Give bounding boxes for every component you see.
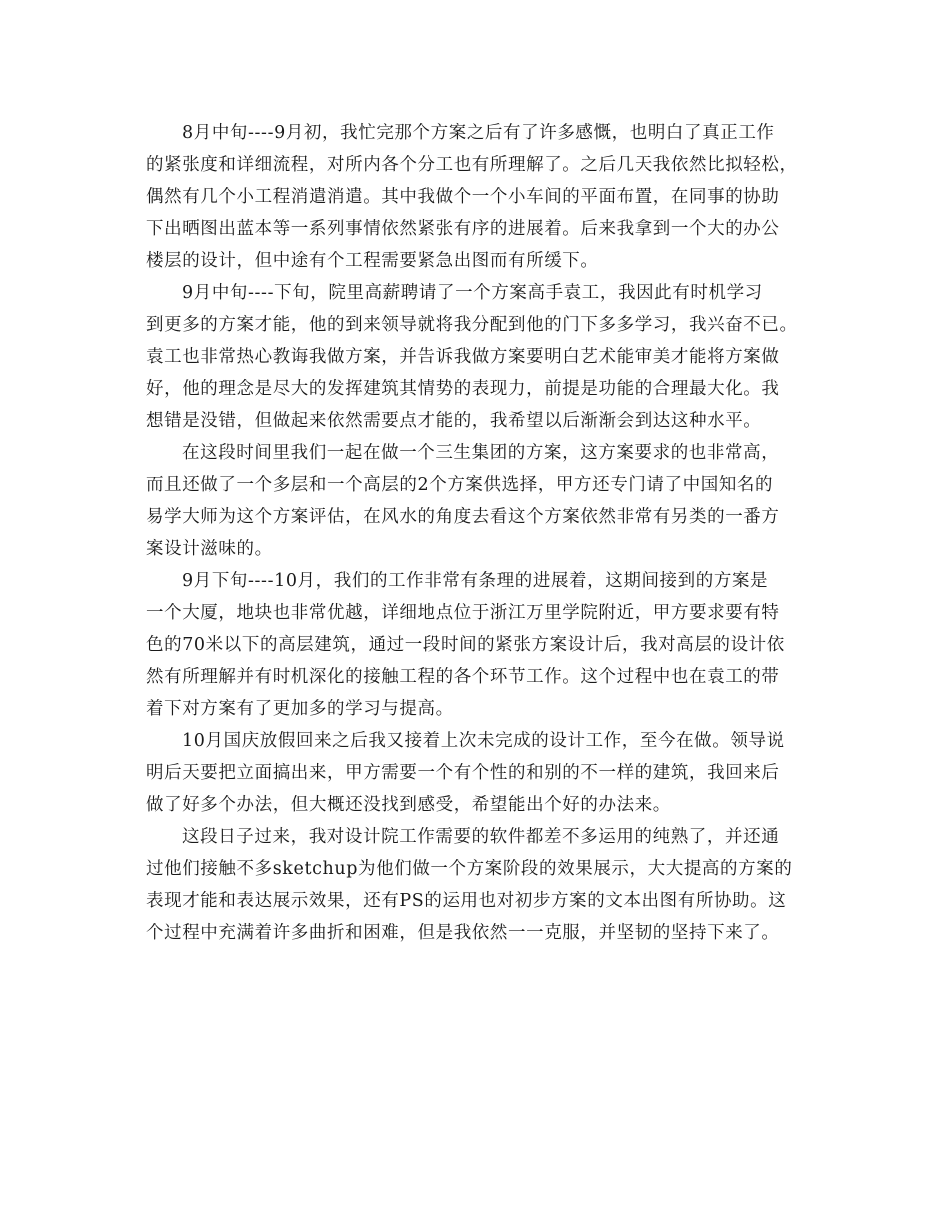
paragraph-line: 袁工也非常热心教诲我做方案，并告诉我做方案要明白艺术能审美才能将方案做 — [146, 347, 780, 367]
paragraph-line: 想错是没错，但做起来依然需要点才能的，我希望以后渐渐会到达这种水平。 — [146, 411, 762, 431]
paragraph-line: 9月中旬----下旬，院里高薪聘请了一个方案高手袁工，我因此有时机学习 — [182, 283, 763, 303]
paragraph-line: 偶然有几个小工程消遣消遣。其中我做个一个小车间的平面布置，在同事的协助 — [146, 187, 780, 207]
paragraph-line: 8月中旬----9月初，我忙完那个方案之后有了许多感慨，也明白了真正工作 — [182, 123, 775, 143]
paragraph-line: 易学大师为这个方案评估，在风水的角度去看这个方案依然非常有另类的一番方 — [146, 507, 780, 527]
paragraph-line: 色的70米以下的高层建筑，通过一段时间的紧张方案设计后，我对高层的设计依 — [146, 635, 785, 655]
paragraph — [146, 277, 810, 437]
paragraph-line: 然有所理解并有时机深化的接触工程的各个环节工作。这个过程中也在袁工的带 — [146, 667, 780, 687]
paragraph-line: 过他们接触不多sketchup为他们做一个方案阶段的效果展示，大大提高的方案的 — [146, 859, 793, 879]
paragraph-line: 到更多的方案才能，他的到来领导就将我分配到他的门下多多学习，我兴奋不已。 — [146, 315, 798, 335]
paragraph-line: 而且还做了一个多层和一个高层的2个方案供选择，甲方还专门请了中国知名的 — [146, 475, 774, 495]
paragraph — [146, 437, 810, 565]
paragraph-line: 表现才能和表达展示效果，还有PS的运用也对初步方案的文本出图有所协助。这 — [146, 891, 787, 911]
paragraph-line: 着下对方案有了更加多的学习与提高。 — [146, 699, 454, 719]
paragraph-line: 个过程中充满着许多曲折和困难，但是我依然一一克服，并坚韧的坚持下来了。 — [146, 923, 780, 943]
paragraph-line: 明后天要把立面搞出来，甲方需要一个有个性的和别的不一样的建筑，我回来后 — [146, 763, 780, 783]
paragraph-line: 9月下旬----10月，我们的工作非常有条理的进展着，这期间接到的方案是 — [182, 571, 769, 591]
paragraph-line: 楼层的设计，但中途有个工程需要紧急出图而有所缓下。 — [146, 251, 599, 271]
paragraph-line: 案设计滋味的。 — [146, 539, 273, 559]
paragraph — [146, 821, 810, 949]
paragraph-line: 好，他的理念是尽大的发挥建筑其情势的表现力，前提是功能的合理最大化。我 — [146, 379, 780, 399]
paragraph — [146, 117, 810, 277]
paragraph-line: 10月国庆放假回来之后我又接着上次未完成的设计工作，至今在做。领导说 — [182, 731, 785, 751]
paragraph-line: 做了好多个办法，但大概还没找到感受，希望能出个好的办法来。 — [146, 795, 671, 815]
paragraph — [146, 565, 810, 725]
paragraph-line: 下出晒图出蓝本等一系列事情依然紧张有序的进展着。后来我拿到一个大的办公 — [146, 219, 780, 239]
paragraph-line: 这段日子过来，我对设计院工作需要的软件都差不多运用的纯熟了，并还通 — [182, 827, 780, 847]
document-body — [146, 117, 810, 949]
paragraph-line: 的紧张度和详细流程，对所内各个分工也有所理解了。之后几天我依然比拟轻松， — [146, 155, 798, 175]
paragraph — [146, 725, 810, 821]
paragraph-line: 一个大厦，地块也非常优越，详细地点位于浙江万里学院附近，甲方要求要有特 — [146, 603, 780, 623]
paragraph-line: 在这段时间里我们一起在做一个三生集团的方案，这方案要求的也非常高， — [182, 443, 780, 463]
